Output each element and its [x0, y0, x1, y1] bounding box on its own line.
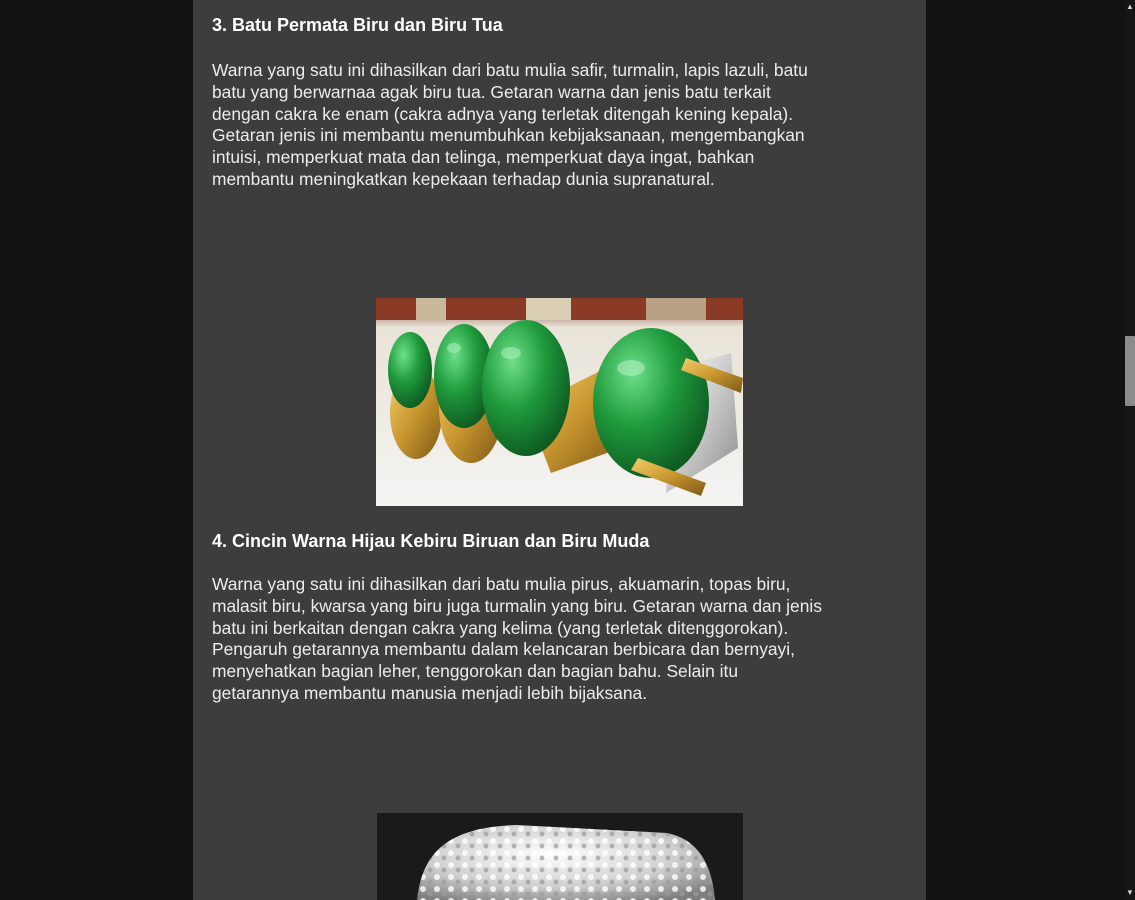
section-3-line: dengan cakra ke enam (cakra adnya yang terletak ditengah kening kepala). [212, 103, 794, 124]
vertical-scrollbar[interactable] [1125, 0, 1135, 900]
section-4-line: menyehatkan bagian leher, tenggorokan dan bagian bahu. Selain itu [212, 661, 738, 682]
emerald-rings-image [376, 298, 743, 506]
section-4-line: Pengaruh getarannya membantu dalam kelancaran berbicara dan bernyayi, [212, 639, 795, 660]
section-3-line: Getaran jenis ini membantu menumbuhkan kebijaksanaan, mengembangkan [212, 125, 805, 146]
diamond-ring-image [377, 813, 743, 900]
scroll-down-icon[interactable]: ▼ [1126, 888, 1134, 897]
section-4-paragraph [212, 574, 902, 705]
section-3-line: batu yang berwarnaa agak biru tua. Getaran warna dan jenis batu terkait [212, 81, 771, 102]
section-4-line: Warna yang satu ini dihasilkan dari batu mulia pirus, akuamarin, topas biru, [212, 574, 791, 594]
emerald-rings-photo [376, 298, 743, 506]
scroll-up-icon[interactable]: ▲ [1126, 2, 1134, 11]
section-4-line: batu ini berkaitan dengan cakra yang kelima (yang terletak ditenggorokan). [212, 617, 789, 638]
section-3-line: membantu meningkatkan kepekaan terhadap dunia supranatural. [212, 168, 715, 189]
section-3-paragraph [212, 60, 902, 191]
section-4-line: getarannya membantu manusia menjadi lebih bijaksana. [212, 682, 648, 703]
scrollbar-thumb[interactable] [1125, 336, 1135, 406]
diamond-ring-photo [377, 813, 743, 900]
section-3-line: intuisi, memperkuat mata dan telinga, memperkuat daya ingat, bahkan [212, 147, 755, 168]
section-3-heading: 3. Batu Permata Biru dan Biru Tua [212, 15, 503, 35]
section-4-heading: 4. Cincin Warna Hijau Kebiru Biruan dan Biru Muda [212, 531, 650, 551]
article-content [193, 0, 926, 900]
section-3-line: Warna yang satu ini dihasilkan dari batu mulia safir, turmalin, lapis lazuli, batu [212, 60, 808, 80]
section-4-line: malasit biru, kwarsa yang biru juga turmalin yang biru. Getaran warna dan jenis [212, 595, 822, 616]
